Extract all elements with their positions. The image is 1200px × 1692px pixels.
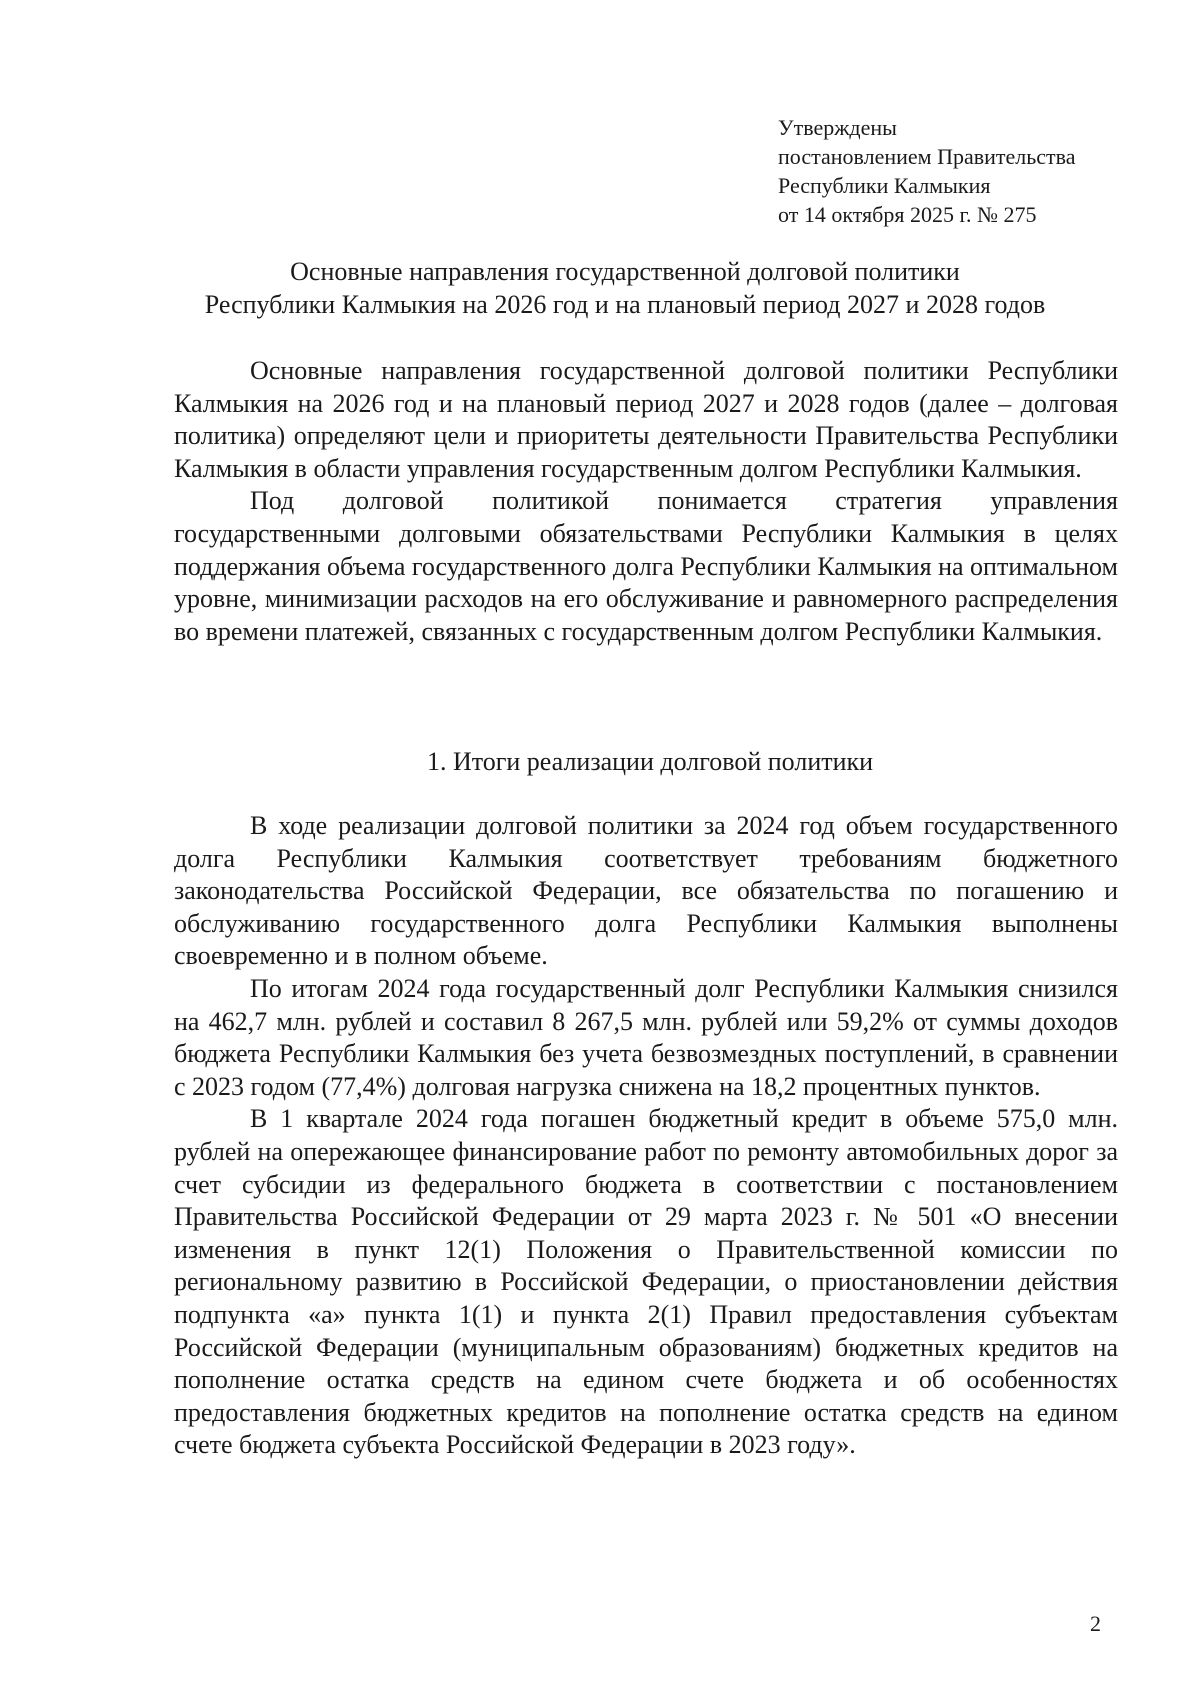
title-line: Республики Калмыкия на 2026 год и на плановый период 2027 и 2028 годов [204, 290, 1046, 319]
results-section [174, 810, 1118, 1462]
document-title [150, 255, 1100, 321]
paragraph: Под долговой политикой понимается стратегия управления государственными долговыми обязательствами Республики Калмыкия в целях поддержания объема государственного долга Республики Калмыкия на оптимальном уровне, минимизации расходов на его обслуживание и равномерного распределения во времени платежей, связанных с государственным долгом Республики Калмыкия. [174, 486, 1118, 646]
section-heading: 1. Итоги реализации долговой политики [426, 747, 874, 776]
paragraph: В 1 квартале 2024 года погашен бюджетный кредит в объеме 575,0 млн. рублей на опережающее финансирование работ по ремонту автомобильных дорог за счет субсидии из федерального бюджета в соответствии с постановлением Правительства Российской Федерации от 29 марта 2023 г. № 501 «О внесении изменения в пункт 12(1) Положения о Правительственной комиссии по региональному развитию в Российской Федерации, о приостановлении действия подпункта «а» пункта 1(1) и пункта 2(1) Правил предоставления субъектам Российской Федерации (муниципальным образованиям) бюджетных кредитов на пополнение остатка средств на едином счете бюджета и об особенностях предоставления бюджетных кредитов на пополнение остатка средств на едином счете бюджета субъекта Российской Федерации в 2023 году». [174, 1104, 1118, 1460]
approval-line: постановлением Правительства [778, 144, 1076, 169]
paragraph: В ходе реализации долговой политики за 2024 год объем государственного долга Республики Калмыкия соответствует требованиям бюджетного законодательства Российской Федерации, все обязательства по погашению и обслуживанию государственного долга Республики Калмыкия выполнены своевременно и в полном объеме. [174, 811, 1118, 971]
title-line: Основные направления государственной долговой политики [290, 257, 960, 286]
intro-section [174, 355, 1118, 648]
approval-stamp [778, 113, 1178, 229]
paragraph: Основные направления государственной долговой политики Республики Калмыкия на 2026 год и на плановый период 2027 и 2028 годов (далее – долговая политика) определяют цели и приоритеты деятельности Правительства Республики Калмыкия в области управления государственным долгом Республики Калмыкия. [174, 356, 1118, 483]
paragraph: По итогам 2024 года государственный долг Республики Калмыкия снизился на 462,7 млн. рублей и составил 8 267,5 млн. рублей или 59,2% от суммы доходов бюджета Республики Калмыкия без учета безвозмездных поступлений, в сравнении с 2023 годом (77,4%) долговая нагрузка снижена на 18,2 процентных пунктов. [174, 973, 1118, 1101]
page-number: 2 [1090, 1611, 1101, 1636]
approval-line: Утверждены [778, 115, 897, 140]
approval-line: Республики Калмыкия [778, 173, 991, 198]
approval-date-line: от 14 октября 2025 г. № 275 [778, 202, 1037, 227]
